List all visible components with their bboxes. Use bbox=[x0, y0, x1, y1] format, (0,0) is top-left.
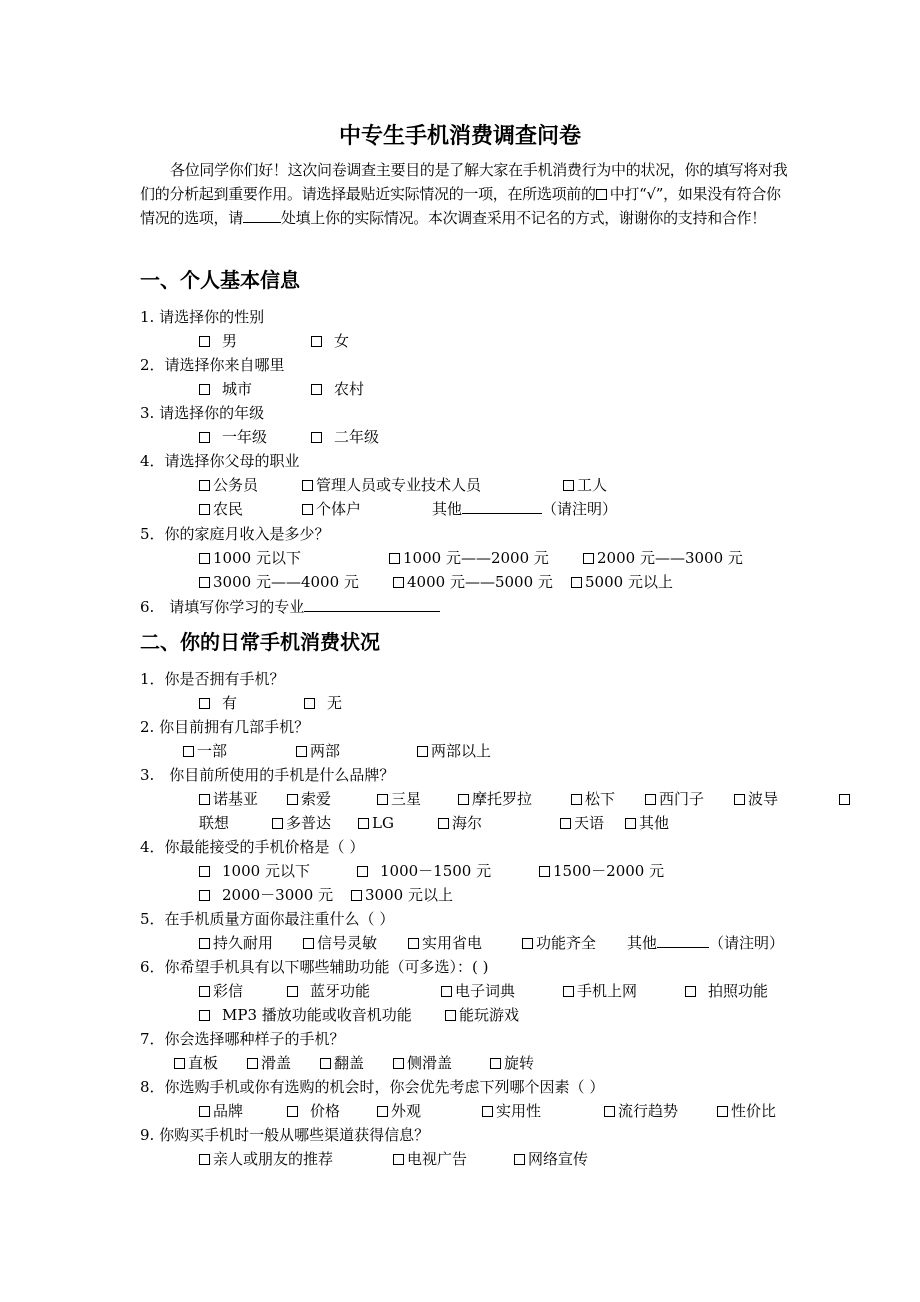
s2-q5-option-features[interactable]: 功能齐全 bbox=[522, 933, 596, 953]
checkbox[interactable] bbox=[441, 986, 452, 997]
s2-q8-option-practicality[interactable]: 实用性 bbox=[482, 1101, 541, 1121]
s2-q5-option-durable[interactable]: 持久耐用 bbox=[199, 933, 273, 953]
checkbox[interactable] bbox=[199, 794, 210, 805]
checkbox[interactable] bbox=[199, 866, 210, 877]
checkbox[interactable] bbox=[199, 336, 210, 347]
intro-text-2: 中打“√”，如果没有符合你情况的选项，请 bbox=[140, 185, 781, 227]
s2-q3-option-sony-ericsson[interactable]: 索爱 bbox=[287, 789, 331, 809]
checkbox[interactable] bbox=[482, 1106, 493, 1117]
checkbox-sample bbox=[596, 189, 607, 200]
s2-q3-option-lenovo-checkbox[interactable] bbox=[839, 789, 853, 809]
checkbox[interactable] bbox=[377, 794, 388, 805]
checkbox[interactable] bbox=[199, 1154, 210, 1165]
s2-q3-option-bird[interactable]: 波导 bbox=[734, 789, 778, 809]
s1-q5-option-5[interactable]: 4000 元——5000 元 bbox=[393, 572, 553, 592]
checkbox[interactable] bbox=[199, 1106, 210, 1117]
checkbox[interactable] bbox=[287, 794, 298, 805]
s1-q4-option-self-employed[interactable]: 个体户 bbox=[302, 499, 361, 519]
s1-q3-option-grade2[interactable]: 二年级 bbox=[311, 427, 379, 447]
s2-q5-option-signal[interactable]: 信号灵敏 bbox=[303, 933, 377, 953]
s1-q4-option-farmer[interactable]: 农民 bbox=[199, 499, 243, 519]
s1-q4-option-manager[interactable]: 管理人员或专业技术人员 bbox=[302, 475, 481, 495]
checkbox[interactable] bbox=[296, 746, 307, 757]
s2-q3-option-other[interactable]: 其他 bbox=[625, 813, 669, 833]
s2-q5-option-power-saving[interactable]: 实用省电 bbox=[408, 933, 482, 953]
fill-in-blank[interactable] bbox=[657, 933, 709, 948]
s1-q6: 6. 请填写你学习的专业 bbox=[140, 597, 440, 617]
checkbox[interactable] bbox=[199, 384, 210, 395]
checkbox[interactable] bbox=[445, 1010, 456, 1021]
checkbox[interactable] bbox=[571, 577, 582, 588]
s2-q3-option-lg[interactable]: LG bbox=[358, 813, 394, 833]
intro-paragraph bbox=[140, 158, 792, 230]
s2-q1-option-no[interactable]: 无 bbox=[304, 693, 342, 713]
checkbox[interactable] bbox=[417, 746, 428, 757]
checkbox[interactable] bbox=[199, 698, 210, 709]
checkbox[interactable] bbox=[389, 553, 400, 564]
checkbox[interactable] bbox=[199, 986, 210, 997]
s2-q7-option-bar[interactable]: 直板 bbox=[174, 1053, 218, 1073]
checkbox[interactable] bbox=[563, 986, 574, 997]
s2-q3-option-dopod[interactable]: 多普达 bbox=[272, 813, 331, 833]
checkbox[interactable] bbox=[199, 577, 210, 588]
checkbox[interactable] bbox=[685, 986, 696, 997]
checkbox[interactable] bbox=[583, 553, 594, 564]
s2-q8-option-value[interactable]: 性价比 bbox=[717, 1101, 776, 1121]
checkbox[interactable] bbox=[539, 866, 550, 877]
checkbox[interactable] bbox=[351, 890, 362, 901]
s1-q1-option-male[interactable]: 男 bbox=[199, 331, 237, 351]
checkbox[interactable] bbox=[563, 480, 574, 491]
section-1-heading: 一、个人基本信息 bbox=[140, 268, 300, 292]
s2-q3-option-motorola[interactable]: 摩托罗拉 bbox=[458, 789, 532, 809]
checkbox[interactable] bbox=[311, 432, 322, 443]
s1-q5-option-6[interactable]: 5000 元以上 bbox=[571, 572, 673, 592]
s2-q6-option-dictionary[interactable]: 电子词典 bbox=[441, 981, 515, 1001]
s1-q5: 5．你的家庭月收入是多少？ bbox=[140, 525, 330, 543]
s2-q4-option-5[interactable]: 3000 元以上 bbox=[351, 885, 453, 905]
s2-q3-option-haier[interactable]: 海尔 bbox=[438, 813, 482, 833]
s2-q6-option-mms[interactable]: 彩信 bbox=[199, 981, 243, 1001]
s2-q6-option-mp3[interactable]: MP3 播放功能或收音机功能 bbox=[199, 1005, 412, 1025]
checkbox[interactable] bbox=[514, 1154, 525, 1165]
page-title: 中专生手机消费调查问卷 bbox=[338, 123, 581, 149]
s1-q5-option-4[interactable]: 3000 元——4000 元 bbox=[199, 572, 359, 592]
s2-q3-option-lenovo[interactable]: 联想 bbox=[199, 814, 230, 832]
s2-q4-option-2[interactable]: 1000－1500 元 bbox=[357, 861, 491, 881]
s1-q2: 2．请选择你来自哪里 bbox=[140, 356, 285, 374]
s2-q7: 7．你会选择哪种样子的手机？ bbox=[140, 1030, 345, 1048]
checkbox[interactable] bbox=[522, 938, 533, 949]
checkbox[interactable] bbox=[645, 794, 656, 805]
s2-q3-option-tianyu[interactable]: 天语 bbox=[560, 813, 604, 833]
checkbox[interactable] bbox=[490, 1058, 501, 1069]
s1-q3: 3. 请选择你的年级 bbox=[140, 404, 265, 422]
blank-sample bbox=[243, 208, 281, 223]
checkbox[interactable] bbox=[199, 432, 210, 443]
checkbox[interactable] bbox=[199, 938, 210, 949]
intro-text-1: 各位同学你们好！这次问卷调查主要目的是了解大家在手机消费行为中的状况，你的填写将对我们的分析起到重要作用。请选择最贴近实际情况的一项，在所选项前的 bbox=[140, 161, 788, 203]
s2-q8: 8．你选购手机或你有选购的机会时，你会优先考虑下列哪个因素（ ） bbox=[140, 1078, 605, 1096]
checkbox[interactable] bbox=[304, 698, 315, 709]
s2-q9: 9. 你购买手机时一般从哪些渠道获得信息？ bbox=[140, 1126, 430, 1144]
checkbox[interactable] bbox=[393, 577, 404, 588]
s2-q7-option-swivel[interactable]: 旋转 bbox=[490, 1053, 534, 1073]
s2-q5: 5．在手机质量方面你最注重什么（ ） bbox=[140, 910, 395, 928]
s2-q2-option-1[interactable]: 一部 bbox=[183, 741, 227, 761]
checkbox[interactable] bbox=[320, 1058, 331, 1069]
checkbox[interactable] bbox=[174, 1058, 185, 1069]
checkbox[interactable] bbox=[438, 818, 449, 829]
s2-q2-option-2[interactable]: 两部 bbox=[296, 741, 340, 761]
s1-q3-option-grade1[interactable]: 一年级 bbox=[199, 427, 267, 447]
checkbox[interactable] bbox=[734, 794, 745, 805]
s1-q4-option-other[interactable]: 其他 （请注明） bbox=[432, 500, 618, 518]
fill-in-blank[interactable] bbox=[462, 499, 542, 514]
s2-q1: 1．你是否拥有手机？ bbox=[140, 670, 285, 688]
s2-q7-option-slide[interactable]: 滑盖 bbox=[247, 1053, 291, 1073]
checkbox[interactable] bbox=[303, 938, 314, 949]
checkbox[interactable] bbox=[458, 794, 469, 805]
checkbox[interactable] bbox=[199, 553, 210, 564]
s2-q3-option-panasonic[interactable]: 松下 bbox=[571, 789, 615, 809]
s2-q3-option-samsung[interactable]: 三星 bbox=[377, 789, 421, 809]
s2-q6-option-games[interactable]: 能玩游戏 bbox=[445, 1005, 519, 1025]
checkbox[interactable] bbox=[571, 794, 582, 805]
checkbox[interactable] bbox=[311, 384, 322, 395]
s2-q6: 6．你希望手机具有以下哪些辅助功能（可多选）：( ) bbox=[140, 958, 489, 976]
s2-q1-option-yes[interactable]: 有 bbox=[199, 693, 237, 713]
s2-q6-option-camera[interactable]: 拍照功能 bbox=[685, 981, 768, 1001]
checkbox[interactable] bbox=[625, 818, 636, 829]
checkbox[interactable] bbox=[560, 818, 571, 829]
checkbox[interactable] bbox=[604, 1106, 615, 1117]
s1-q5-option-3[interactable]: 2000 元——3000 元 bbox=[583, 548, 743, 568]
checkbox[interactable] bbox=[393, 1058, 404, 1069]
section-2-heading: 二、你的日常手机消费状况 bbox=[140, 630, 380, 654]
checkbox[interactable] bbox=[377, 1106, 388, 1117]
s2-q8-option-appearance[interactable]: 外观 bbox=[377, 1101, 421, 1121]
s2-q6-option-bluetooth[interactable]: 蓝牙功能 bbox=[287, 981, 370, 1001]
checkbox[interactable] bbox=[311, 336, 322, 347]
s2-q4: 4．你最能接受的手机价格是（ ） bbox=[140, 838, 365, 856]
s2-q8-option-price[interactable]: 价格 bbox=[287, 1101, 340, 1121]
checkbox[interactable] bbox=[357, 866, 368, 877]
checkbox[interactable] bbox=[199, 480, 210, 491]
checkbox[interactable] bbox=[408, 938, 419, 949]
checkbox[interactable] bbox=[247, 1058, 258, 1069]
s2-q3-option-siemens[interactable]: 西门子 bbox=[645, 789, 704, 809]
checkbox[interactable] bbox=[199, 1010, 210, 1021]
s1-q2-option-rural[interactable]: 农村 bbox=[311, 379, 364, 399]
s1-q2-option-city[interactable]: 城市 bbox=[199, 379, 252, 399]
checkbox[interactable] bbox=[302, 504, 313, 515]
s2-q7-option-flip[interactable]: 翻盖 bbox=[320, 1053, 364, 1073]
checkbox[interactable] bbox=[302, 480, 313, 491]
s2-q2-option-3[interactable]: 两部以上 bbox=[417, 741, 491, 761]
s1-q4: 4．请选择你父母的职业 bbox=[140, 452, 300, 470]
checkbox[interactable] bbox=[272, 818, 283, 829]
s2-q7-option-side-slide[interactable]: 侧滑盖 bbox=[393, 1053, 452, 1073]
s1-q5-option-2[interactable]: 1000 元——2000 元 bbox=[389, 548, 549, 568]
s2-q5-option-other[interactable]: 其他 （请注明） bbox=[627, 934, 785, 952]
s1-q1-option-female[interactable]: 女 bbox=[311, 331, 349, 351]
checkbox[interactable] bbox=[358, 818, 369, 829]
s2-q4-option-1[interactable]: 1000 元以下 bbox=[199, 861, 310, 881]
checkbox[interactable] bbox=[199, 504, 210, 515]
s2-q9-option-friends[interactable]: 亲人或朋友的推荐 bbox=[199, 1149, 333, 1169]
checkbox[interactable] bbox=[287, 1106, 298, 1117]
s2-q9-option-internet[interactable]: 网络宣传 bbox=[514, 1149, 588, 1169]
major-fill-in-blank[interactable] bbox=[304, 597, 440, 612]
checkbox[interactable] bbox=[393, 1154, 404, 1165]
s2-q6-option-internet[interactable]: 手机上网 bbox=[563, 981, 637, 1001]
s2-q2: 2. 你目前拥有几部手机？ bbox=[140, 718, 310, 736]
s2-q4-option-3[interactable]: 1500－2000 元 bbox=[539, 861, 664, 881]
s2-q8-option-trend[interactable]: 流行趋势 bbox=[604, 1101, 678, 1121]
s2-q3-option-nokia[interactable]: 诺基亚 bbox=[199, 789, 258, 809]
checkbox[interactable] bbox=[199, 890, 210, 901]
s2-q9-option-tv[interactable]: 电视广告 bbox=[393, 1149, 467, 1169]
s1-q1: 1. 请选择你的性别 bbox=[140, 308, 265, 326]
s1-q5-option-1[interactable]: 1000 元以下 bbox=[199, 548, 301, 568]
s2-q4-option-4[interactable]: 2000－3000 元 bbox=[199, 885, 333, 905]
checkbox[interactable] bbox=[839, 794, 850, 805]
s1-q4-option-worker[interactable]: 工人 bbox=[563, 475, 607, 495]
checkbox[interactable] bbox=[183, 746, 194, 757]
s1-q4-option-civil-servant[interactable]: 公务员 bbox=[199, 475, 258, 495]
intro-text-3: 处填上你的实际情况。本次调查采用不记名的方式，谢谢你的支持和合作！ bbox=[280, 209, 767, 227]
s2-q8-option-brand[interactable]: 品牌 bbox=[199, 1101, 243, 1121]
checkbox[interactable] bbox=[287, 986, 298, 997]
checkbox[interactable] bbox=[717, 1106, 728, 1117]
s2-q3: 3. 你目前所使用的手机是什么品牌？ bbox=[140, 766, 395, 784]
